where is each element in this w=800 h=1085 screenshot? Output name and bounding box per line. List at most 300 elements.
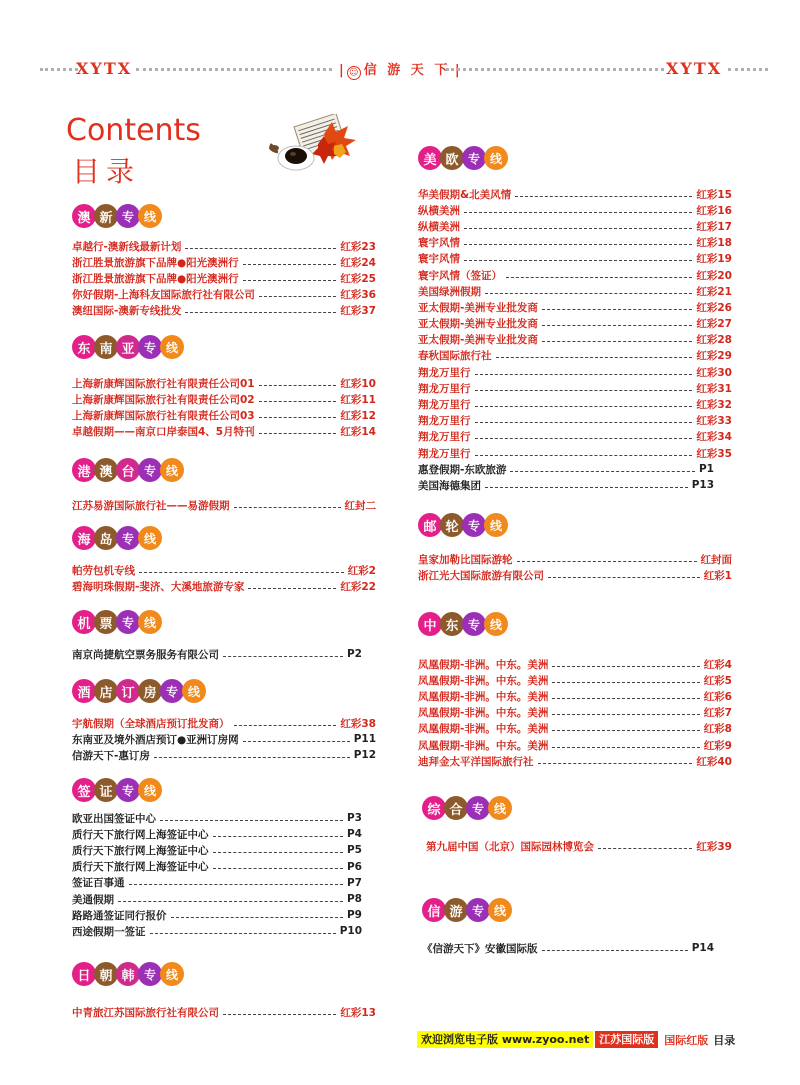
heading-badge: 轮: [440, 513, 464, 537]
header-dots-left: [40, 68, 78, 71]
leader-dots: [259, 296, 337, 297]
entry-page: 红彩5: [703, 674, 732, 687]
leader-dots: [517, 561, 697, 562]
toc-entry[interactable]: [72, 391, 376, 407]
toc-entry[interactable]: [418, 567, 732, 583]
toc-entry[interactable]: [418, 461, 714, 477]
entry-name: 中青旅江苏国际旅行社有限公司: [72, 1006, 219, 1019]
heading-badge: 美: [418, 146, 442, 170]
heading-badge: 专: [462, 146, 486, 170]
leader-dots: [243, 741, 350, 742]
heading-badge: 专: [160, 679, 184, 703]
toc-entry[interactable]: [418, 299, 732, 315]
entry-name: 卓越行-澳新线最新计划: [72, 240, 182, 253]
entry-name: 质行天下旅行网上海签证中心: [72, 828, 209, 841]
entry-page: 红彩6: [703, 690, 732, 703]
heading-badge: 线: [182, 679, 206, 703]
entry-name: 上海新康辉国际旅行社有限责任公司01: [72, 377, 255, 390]
entry-page: P9: [346, 909, 362, 922]
heading-badge: 线: [138, 778, 162, 802]
entry-list: [72, 238, 376, 319]
leader-dots: [552, 747, 699, 748]
entry-name: 纵横美洲: [418, 204, 460, 217]
entry-name: 皇家加勒比国际游轮: [418, 553, 513, 566]
heading-badge: 台: [116, 458, 140, 482]
leader-dots: [485, 293, 692, 294]
section-heading: [422, 896, 714, 924]
toc-entry[interactable]: [72, 731, 376, 747]
entry-name: 翔龙万里行: [418, 366, 471, 379]
title-english: Contents: [66, 113, 201, 148]
section-heading: [72, 202, 376, 230]
entry-name: 寰宇风情（签证）: [418, 269, 502, 282]
heading-badge: 票: [94, 610, 118, 634]
section-japan-korea: [72, 960, 376, 1020]
section-heading: [72, 456, 376, 484]
entry-name: 《信游天下》安徽国际版: [422, 942, 538, 955]
entry-name: 美国海德集团: [418, 479, 481, 492]
entry-page: 红彩11: [340, 393, 376, 406]
toc-entry[interactable]: [418, 477, 714, 493]
entry-name: 凤凰假期-非洲。中东。美洲: [418, 674, 549, 687]
entry-page: P1: [698, 463, 714, 476]
entry-page: 红彩14: [340, 426, 376, 439]
heading-badge: 订: [116, 679, 140, 703]
section-middle-east: [418, 610, 732, 769]
entry-page: 红彩10: [340, 377, 376, 390]
section-heading: [418, 144, 732, 172]
entry-page: 红彩19: [696, 253, 732, 266]
entry-name: 春秋国际旅行社: [418, 350, 492, 363]
leader-dots: [542, 309, 693, 310]
toc-entry[interactable]: [418, 348, 732, 364]
heading-badge: 东: [440, 612, 464, 636]
leader-dots: [475, 374, 693, 375]
heading-badge: 朝: [94, 962, 118, 986]
entry-name: 美国绿洲假期: [418, 285, 481, 298]
section-cruise: [418, 511, 732, 583]
entry-page: 红彩27: [696, 318, 732, 331]
entry-page: 红彩26: [696, 301, 732, 314]
toc-entry[interactable]: [72, 646, 362, 662]
entry-page: P13: [691, 479, 714, 492]
leader-dots: [552, 666, 699, 667]
entry-page: P8: [346, 893, 362, 906]
heading-badge: 日: [72, 962, 96, 986]
section-heading: [72, 333, 376, 361]
leader-dots: [259, 433, 337, 434]
entry-page: 红彩24: [340, 256, 376, 269]
heading-badge: 专: [116, 610, 140, 634]
heading-badge: 韩: [116, 962, 140, 986]
heading-badge: 专: [466, 898, 490, 922]
leader-dots: [515, 196, 692, 197]
toc-entry[interactable]: [72, 842, 362, 858]
toc-entry[interactable]: [72, 715, 376, 731]
toc-entry[interactable]: [418, 413, 732, 429]
entry-page: P4: [346, 828, 362, 841]
leader-dots: [464, 260, 692, 261]
leader-dots: [234, 507, 341, 508]
leader-dots: [223, 656, 343, 657]
toc-entry[interactable]: [418, 380, 732, 396]
leader-dots: [506, 277, 692, 278]
leader-dots: [213, 852, 343, 853]
entry-name: 南京尚捷航空票务服务有限公司: [72, 648, 219, 661]
entry-name: 东南亚及境外酒店预订●亚洲订房网: [72, 733, 239, 746]
leader-dots: [139, 572, 344, 573]
header-dots-mid-left: [136, 68, 332, 71]
section-americas-europe: [418, 144, 732, 494]
heading-badge: 游: [444, 898, 468, 922]
entry-name: 浙江胜景旅游旗下品牌●阳光澳洲行: [72, 256, 239, 269]
leader-dots: [510, 471, 695, 472]
toc-entry[interactable]: [72, 303, 376, 319]
heading-badge: 证: [94, 778, 118, 802]
heading-badge: 线: [484, 146, 508, 170]
entry-name: 凤凰假期-非洲。中东。美洲: [418, 723, 549, 736]
entry-name: 澳纽国际-澳新专线批发: [72, 305, 182, 318]
leader-dots: [552, 714, 699, 715]
heading-badge: 线: [488, 898, 512, 922]
leader-dots: [598, 848, 692, 849]
leader-dots: [542, 950, 688, 951]
toc-entry[interactable]: [422, 940, 714, 956]
heading-badge: 专: [462, 513, 486, 537]
entry-page: 红彩4: [703, 658, 732, 671]
section-heading: [72, 677, 376, 705]
entry-list: [72, 810, 362, 940]
entry-page: 红彩7: [703, 707, 732, 720]
heading-badge: 线: [160, 962, 184, 986]
heading-badge: 线: [160, 458, 184, 482]
toc-entry[interactable]: [72, 891, 362, 907]
heading-badge: 线: [484, 513, 508, 537]
leader-dots: [185, 248, 336, 249]
toc-entry[interactable]: [418, 672, 732, 688]
toc-entry[interactable]: [72, 859, 362, 875]
entry-page: P3: [346, 812, 362, 825]
entry-name: 签证百事通: [72, 877, 125, 890]
header-center: | ☺ 信 游 天 下 |: [339, 63, 460, 78]
leader-dots: [150, 933, 336, 934]
heading-badge: 房: [138, 679, 162, 703]
leader-dots: [475, 455, 693, 456]
entry-page: 红彩1: [703, 569, 732, 582]
heading-badge: 专: [462, 612, 486, 636]
toc-entry[interactable]: [418, 737, 732, 753]
heading-badge: 亚: [116, 335, 140, 359]
entry-page: 红彩2: [347, 564, 376, 577]
heading-badge: 港: [72, 458, 96, 482]
toc-entry[interactable]: [72, 562, 376, 578]
section-hotel-booking: [72, 677, 376, 764]
entry-name: 亚太假期-美洲专业批发商: [418, 301, 538, 314]
toc-entry[interactable]: [72, 923, 362, 939]
heading-badge: 海: [72, 526, 96, 550]
entry-name: 碧海明珠假期-斐济、大溪地旅游专家: [72, 580, 245, 593]
toc-entry[interactable]: [72, 424, 376, 440]
entry-page: 红彩15: [696, 188, 732, 201]
leader-dots: [542, 325, 693, 326]
toc-entry[interactable]: [418, 753, 732, 769]
leader-dots: [129, 884, 343, 885]
entry-page: P7: [346, 876, 362, 889]
entry-name: 凤凰假期-非洲。中东。美洲: [418, 707, 549, 720]
entry-name: 路路通签证同行报价: [72, 909, 167, 922]
section-aoxin: [72, 202, 376, 319]
leader-dots: [259, 417, 337, 418]
toc-entry[interactable]: [418, 332, 732, 348]
entry-name: 质行天下旅行网上海签证中心: [72, 861, 209, 874]
toc-entry[interactable]: [418, 267, 732, 283]
entry-page: 红彩17: [696, 220, 732, 233]
leader-dots: [185, 312, 336, 313]
section-xinyou: [422, 896, 714, 956]
entry-page: 红彩37: [340, 305, 376, 318]
toc-entry[interactable]: [72, 497, 376, 513]
toc-entry[interactable]: [418, 429, 732, 445]
entry-list: [72, 646, 362, 662]
section-heading: [72, 776, 362, 804]
toc-entry[interactable]: [72, 238, 376, 254]
heading-badge: 新: [94, 204, 118, 228]
entry-name: 翔龙万里行: [418, 447, 471, 460]
entry-list: [418, 186, 732, 494]
section-hk-macau-taiwan: [72, 456, 376, 513]
heading-badge: 专: [116, 526, 140, 550]
section-visa: [72, 776, 362, 940]
heading-badge: 机: [72, 610, 96, 634]
heading-badge: 综: [422, 796, 446, 820]
entry-list: [72, 375, 376, 440]
toc-entry[interactable]: [418, 251, 732, 267]
toc-entry[interactable]: [418, 688, 732, 704]
entry-name: 翔龙万里行: [418, 382, 471, 395]
footer-edition: 江苏国际版: [595, 1031, 658, 1048]
toc-entry[interactable]: [422, 838, 732, 854]
entry-page: 红彩22: [340, 580, 376, 593]
footer-website[interactable]: 欢迎浏览电子版 www.zyoo.net: [417, 1031, 593, 1048]
entry-name: 寰宇风情: [418, 253, 460, 266]
entry-page: 红彩30: [696, 366, 732, 379]
entry-name: 凤凰假期-非洲。中东。美洲: [418, 658, 549, 671]
leader-dots: [475, 438, 693, 439]
entry-name: 上海新康辉国际旅行社有限责任公司03: [72, 409, 255, 422]
section-southeast-asia: [72, 333, 376, 440]
heading-badge: 专: [138, 962, 162, 986]
entry-list: [72, 562, 376, 594]
heading-badge: 专: [138, 335, 162, 359]
entry-name: 质行天下旅行网上海签证中心: [72, 844, 209, 857]
leader-dots: [552, 698, 699, 699]
toc-entry[interactable]: [72, 287, 376, 303]
smile-icon: ☺: [347, 66, 361, 80]
entry-name: 惠登假期-东欧旅游: [418, 463, 507, 476]
heading-badge: 岛: [94, 526, 118, 550]
heading-badge: 酒: [72, 679, 96, 703]
entry-page: 红彩25: [340, 272, 376, 285]
entry-page: 红彩32: [696, 399, 732, 412]
heading-badge: 线: [138, 526, 162, 550]
entry-page: P10: [339, 925, 362, 938]
heading-badge: 信: [422, 898, 446, 922]
leader-dots: [475, 406, 693, 407]
leader-dots: [248, 588, 336, 589]
heading-badge: 线: [160, 335, 184, 359]
heading-badge: 签: [72, 778, 96, 802]
entry-page: 红彩36: [340, 289, 376, 302]
leader-dots: [213, 868, 343, 869]
toc-entry[interactable]: [72, 578, 376, 594]
entry-page: 红彩33: [696, 415, 732, 428]
entry-page: 红彩13: [340, 1006, 376, 1019]
entry-page: P11: [353, 733, 376, 746]
leader-dots: [538, 763, 693, 764]
entry-page: 红彩35: [696, 447, 732, 460]
leader-dots: [475, 390, 693, 391]
heading-badge: 线: [138, 610, 162, 634]
heading-badge: 专: [466, 796, 490, 820]
entry-name: 宇航假期（全球酒店预订批发商）: [72, 717, 230, 730]
leader-dots: [118, 901, 343, 902]
toc-entry[interactable]: [72, 254, 376, 270]
entry-name: 亚太假期-美洲专业批发商: [418, 334, 538, 347]
entry-page: 红彩40: [696, 755, 732, 768]
section-comprehensive: [422, 794, 732, 854]
entry-name: 信游天下-惠订房: [72, 749, 150, 762]
header-center-label: 信 游 天 下: [363, 63, 451, 78]
leader-dots: [464, 244, 692, 245]
leader-dots: [475, 422, 693, 423]
toc-entry[interactable]: [72, 907, 362, 923]
toc-entry[interactable]: [418, 283, 732, 299]
heading-badge: 线: [488, 796, 512, 820]
heading-badge: 欧: [440, 146, 464, 170]
entry-name: 西途假期一签证: [72, 925, 146, 938]
entry-page: P2: [346, 648, 362, 661]
toc-entry[interactable]: [72, 375, 376, 391]
leader-dots: [243, 280, 337, 281]
entry-page: P5: [346, 844, 362, 857]
heading-badge: 中: [418, 612, 442, 636]
toc-entry[interactable]: [418, 235, 732, 251]
leader-dots: [154, 757, 350, 758]
toc-entry[interactable]: [418, 364, 732, 380]
entry-page: 红彩23: [340, 240, 376, 253]
entry-page: 红彩38: [340, 717, 376, 730]
leader-dots: [171, 917, 343, 918]
entry-name: 美通假期: [72, 893, 114, 906]
entry-name: 欧亚出国签证中心: [72, 812, 156, 825]
toc-entry[interactable]: [418, 551, 732, 567]
leader-dots: [259, 385, 337, 386]
entry-name: 翔龙万里行: [418, 431, 471, 444]
entry-list: [418, 656, 732, 769]
toc-entry[interactable]: [418, 316, 732, 332]
footer-label: 目录: [713, 1033, 736, 1047]
section-heading: [72, 608, 362, 636]
leader-dots: [259, 401, 337, 402]
entry-page: 红彩21: [696, 285, 732, 298]
heading-badge: 专: [116, 204, 140, 228]
entry-page: 红彩18: [696, 237, 732, 250]
section-islands: [72, 524, 376, 594]
toc-entry[interactable]: [418, 218, 732, 234]
heading-badge: 专: [116, 778, 140, 802]
section-heading: [418, 610, 732, 638]
entry-name: 卓越假期——南京口岸泰国4、5月特刊: [72, 426, 255, 439]
entry-name: 浙江胜景旅游旗下品牌●阳光澳洲行: [72, 272, 239, 285]
heading-badge: 邮: [418, 513, 442, 537]
leader-dots: [160, 820, 343, 821]
header-logo-left: XYTX: [76, 59, 133, 78]
leader-dots: [552, 730, 699, 731]
toc-entry[interactable]: [418, 202, 732, 218]
toc-entry[interactable]: [72, 407, 376, 423]
toc-entry[interactable]: [72, 826, 362, 842]
toc-entry[interactable]: [72, 810, 362, 826]
entry-name: 华美假期&北美风情: [418, 188, 512, 201]
leader-dots: [496, 357, 693, 358]
entry-page: 红封面: [700, 553, 732, 566]
section-heading: [422, 794, 732, 822]
entry-name: 凤凰假期-非洲。中东。美洲: [418, 739, 549, 752]
toc-entry[interactable]: [418, 705, 732, 721]
leader-dots: [485, 487, 688, 488]
entry-list: [72, 715, 376, 764]
heading-badge: 澳: [72, 204, 96, 228]
header-dots-mid-right: [446, 68, 664, 71]
title-chinese: 目录: [72, 155, 141, 188]
toc-entry[interactable]: [418, 396, 732, 412]
entry-name: 上海新康辉国际旅行社有限责任公司02: [72, 393, 255, 406]
toc-entry[interactable]: [418, 656, 732, 672]
toc-entry[interactable]: [72, 1004, 376, 1020]
entry-list: [72, 497, 376, 513]
leader-dots: [464, 212, 692, 213]
entry-name: 凤凰假期-非洲。中东。美洲: [418, 690, 549, 703]
toc-entry[interactable]: [72, 747, 376, 763]
entry-page: 红封二: [344, 499, 376, 512]
section-heading: [418, 511, 732, 539]
entry-page: P12: [353, 749, 376, 762]
toc-entry[interactable]: [72, 875, 362, 891]
entry-list: [422, 940, 714, 956]
entry-page: 红彩9: [703, 739, 732, 752]
leader-dots: [552, 682, 699, 683]
toc-entry[interactable]: [418, 721, 732, 737]
entry-name: 翔龙万里行: [418, 399, 471, 412]
leader-dots: [223, 1014, 336, 1015]
entry-name: 翔龙万里行: [418, 415, 471, 428]
leader-dots: [548, 577, 700, 578]
coffee-leaves-illustration: [262, 114, 362, 178]
toc-entry[interactable]: [418, 445, 732, 461]
entry-name: 你好假期-上海科友国际旅行社有限公司: [72, 289, 255, 302]
toc-entry[interactable]: [72, 270, 376, 286]
entry-name: 帕劳包机专线: [72, 564, 135, 577]
entry-name: 浙江光大国际旅游有限公司: [418, 569, 544, 582]
leader-dots: [542, 341, 693, 342]
entry-page: 红彩12: [340, 409, 376, 422]
section-air-tickets: [72, 608, 362, 662]
entry-name: 寰宇风情: [418, 237, 460, 250]
entry-page: 红彩29: [696, 350, 732, 363]
toc-entry[interactable]: [418, 186, 732, 202]
entry-name: 第九届中国（北京）国际园林博览会: [426, 840, 594, 853]
heading-badge: 南: [94, 335, 118, 359]
